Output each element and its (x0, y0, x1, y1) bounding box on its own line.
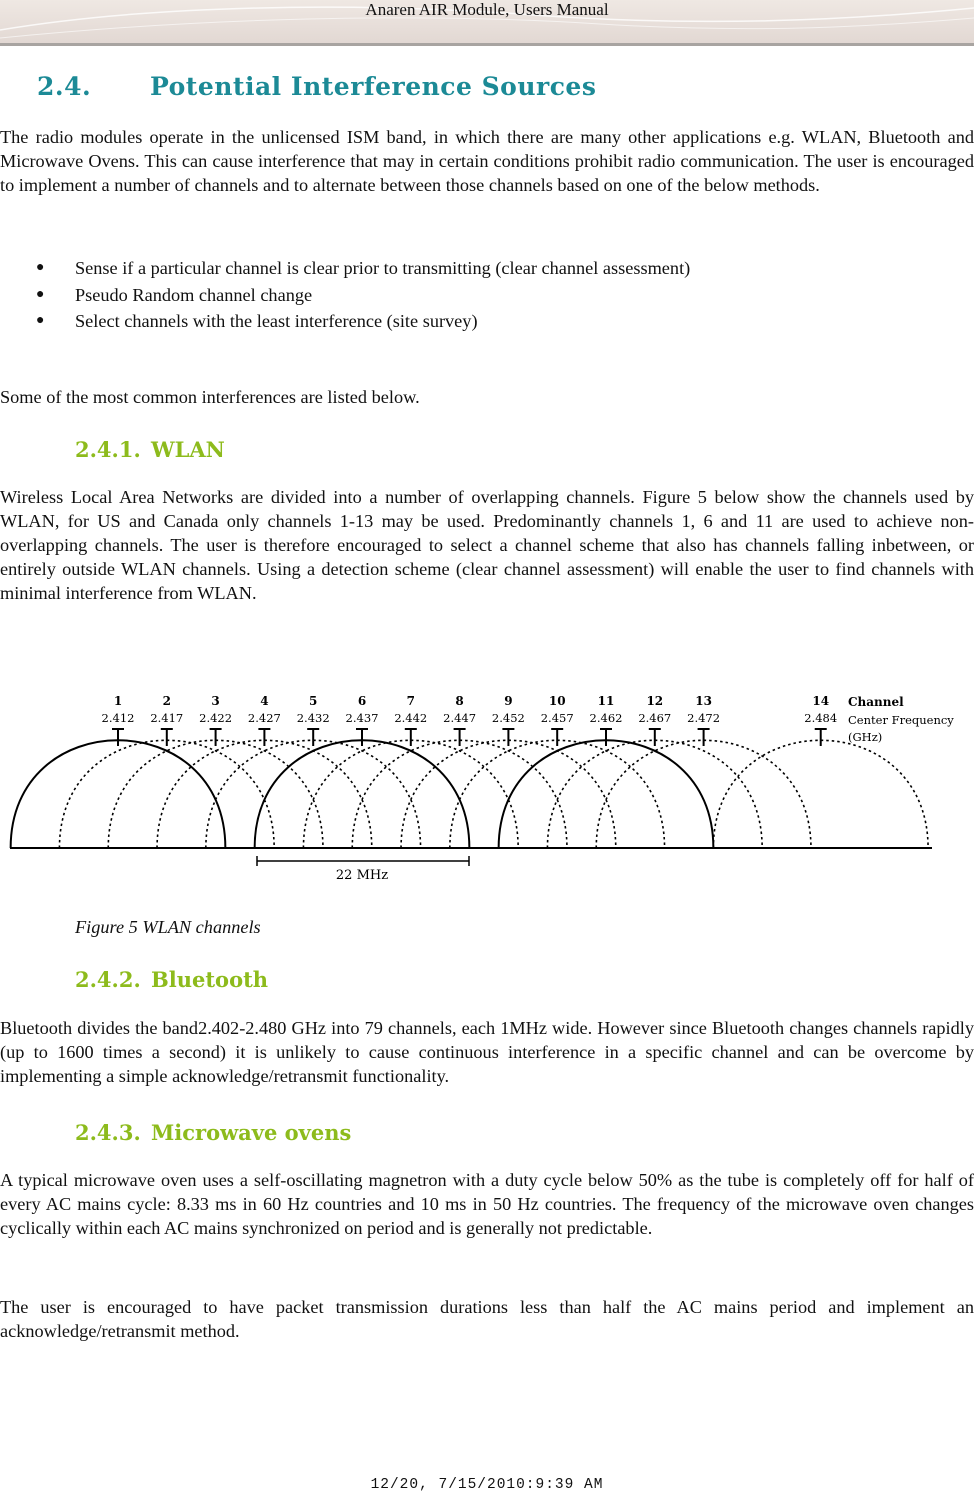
channel-tick-4 (258, 729, 270, 746)
wlan-channels-figure (0, 688, 974, 888)
channel-arc-6 (255, 740, 470, 848)
channel-tick-14 (815, 729, 827, 746)
channel-arc-5 (206, 740, 421, 848)
section-heading (37, 72, 596, 101)
bullet-icon: ● (36, 286, 45, 302)
channel-arc-2 (59, 740, 274, 848)
channel-number-5: 5 (309, 694, 318, 708)
channel-frequency-4: 2.427 (247, 711, 281, 725)
channel-tick-9 (502, 729, 514, 746)
channel-frequency-9: 2.452 (491, 711, 525, 725)
channel-arc-12 (547, 740, 762, 848)
channel-tick-11 (600, 729, 612, 746)
channel-tick-2 (161, 729, 173, 746)
channel-number-6: 6 (357, 694, 367, 708)
channel-tick-6 (356, 729, 368, 746)
channel-frequency-1: 2.412 (101, 711, 135, 725)
channel-frequency-10: 2.457 (540, 711, 574, 725)
methods-list (0, 255, 690, 335)
channel-frequency-14: 2.484 (804, 711, 838, 725)
header-title: Anaren AIR Module, Users Manual (365, 0, 609, 19)
channel-tick-7 (405, 729, 417, 746)
channel-number-2: 2 (162, 694, 171, 708)
section-number: 2.4. (37, 72, 92, 101)
channel-arc-13 (596, 740, 811, 848)
wlan-heading: 2.4.1. WLAN (75, 437, 225, 462)
channel-arc-1 (11, 740, 226, 848)
channel-tick-1 (112, 729, 124, 746)
bluetooth-heading: 2.4.2. Bluetooth (75, 967, 269, 992)
channel-frequency-8: 2.447 (443, 711, 477, 725)
channel-arc-10 (450, 740, 665, 848)
bullet-icon: ● (36, 260, 45, 275)
channel-frequency-7: 2.442 (394, 711, 428, 725)
intro-paragraph: The radio modules operate in the unlicensed ISM band, in which there are many other applications e.g. WLAN, Bluetooth and Microwave Ovens. This can cause interference that may in certain conditions prohibit radio communication. The user is encouraged to implement a number of channels and to alternate between those channels based on one of the below methods. (0, 127, 974, 195)
channel-frequency-5: 2.432 (296, 711, 330, 725)
channel-arc-8 (352, 740, 567, 848)
channel-tick-13 (698, 729, 710, 746)
channel-frequency-12: 2.467 (638, 711, 672, 725)
bullet-icon: ● (36, 313, 45, 328)
channel-number-14: 14 (812, 694, 830, 708)
channel-number-11: 11 (597, 694, 615, 708)
channel-arcs (11, 740, 928, 848)
microwave-paragraph-1: A typical microwave oven uses a self-oscillating magnetron with a duty cycle below 50% as the tube is completely off for half of every AC mains cycle: 8.33 ms in 60 Hz countries and 10 ms in 50 Hz countries. The frequency of the microwave oven changes cyclically within each AC mains synchronized on period and is generally not predictable. (0, 1170, 974, 1238)
channel-number-10: 10 (548, 694, 566, 708)
channel-number-8: 8 (455, 694, 464, 708)
list-item: ● Sense if a particular channel is clear prior to transmitting (clear channel assessment) (0, 255, 690, 282)
chart-legend (848, 695, 954, 744)
channel-number-9: 9 (504, 694, 513, 708)
channel-frequency-11: 2.462 (589, 711, 623, 725)
channel-number-12: 12 (646, 694, 664, 708)
channel-labels (102, 694, 838, 725)
channel-frequency-6: 2.437 (345, 711, 379, 725)
page-header (0, 0, 974, 46)
channel-number-3: 3 (211, 694, 220, 708)
channel-frequency-3: 2.422 (199, 711, 233, 725)
legend-center-frequency: Center Frequency (848, 713, 954, 727)
channel-number-4: 4 (260, 694, 269, 708)
channel-ticks (112, 729, 827, 746)
channel-frequency-2: 2.417 (150, 711, 184, 725)
list-item: ● Pseudo Random channel change (0, 282, 690, 309)
wlan-paragraph: Wireless Local Area Networks are divided into a number of overlapping channels. Figure 5 below show the channels used by WLAN, for US and Canada only channels 1-13 may be used. Predominantly channels 1, 6 and 11 are used to achieve non-overlapping channels. The user is therefore encouraged to select a channel scheme that also has channels falling inbetween, or entirely outside WLAN channels. Using a detection scheme (clear channel assessment) will enable the user to find channels with minimal interference from WLAN. (0, 487, 974, 603)
legend-channel: Channel (848, 695, 904, 709)
bandwidth-label: 22 MHz (335, 868, 389, 883)
channel-tick-12 (649, 729, 661, 746)
channel-arc-14 (713, 740, 928, 848)
channel-number-7: 7 (406, 694, 415, 708)
channel-number-1: 1 (113, 694, 123, 708)
legend-unit: (GHz) (848, 730, 883, 744)
figure-caption: Figure 5 WLAN channels (75, 917, 261, 937)
list-item: ● Select channels with the least interference (site survey) (0, 308, 690, 335)
channel-arc-3 (108, 740, 323, 848)
channel-arc-11 (499, 740, 714, 848)
channel-arc-4 (157, 740, 372, 848)
page-footer: 12/20, 7/15/2010:9:39 AM (370, 1477, 604, 1493)
microwave-paragraph-2: The user is encouraged to have packet transmission durations less than half the AC mains period and implement an acknowledge/retransmit method. (0, 1297, 974, 1341)
bandwidth-marker (257, 856, 469, 883)
section-title: Potential Interference Sources (150, 72, 597, 101)
channel-tick-3 (210, 729, 222, 746)
bluetooth-paragraph: Bluetooth divides the band2.402-2.480 GHz into 79 channels, each 1MHz wide. However since Bluetooth changes channels rapidly (up to 1600 times a second) it is unlikely to cause continuous interference in a specific channel and can be overcome by implementing a simple acknowledge/retransmit functionality. (0, 1018, 974, 1086)
channel-tick-8 (454, 729, 466, 746)
channel-arc-9 (401, 740, 616, 848)
channel-frequency-13: 2.472 (687, 711, 721, 725)
microwave-heading: 2.4.3. Microwave ovens (75, 1120, 352, 1145)
channel-number-13: 13 (695, 694, 712, 708)
channel-tick-5 (307, 729, 319, 746)
channel-tick-10 (551, 729, 563, 746)
channel-arc-7 (303, 740, 518, 848)
listed-below-paragraph: Some of the most common interferences are listed below. (0, 387, 420, 407)
